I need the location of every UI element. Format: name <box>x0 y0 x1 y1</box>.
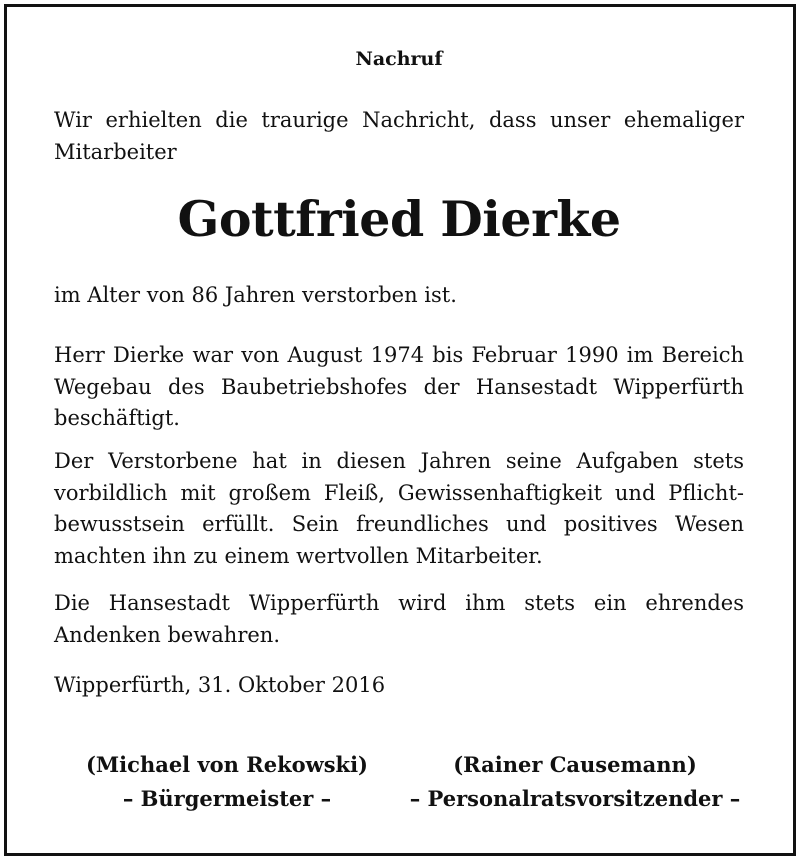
intro-paragraph: Wir erhielten die traurige Nachricht, dass unser ehemaliger Mitarbeiter <box>54 108 744 164</box>
memory-paragraph: Die Hansestadt Wipperfürth wird ihm stets ein ehrendes Andenken bewahren. <box>54 591 744 647</box>
signature-works-council <box>400 748 750 816</box>
deceased-name: Gottfried Dierke <box>177 190 621 248</box>
signature-title: – Bürgermeister – <box>122 786 332 811</box>
signature-name: (Rainer Causemann) <box>453 752 697 777</box>
notice-heading: Nachruf <box>355 48 443 70</box>
signature-title: – Personalratsvorsitzender – <box>409 786 741 811</box>
age-paragraph: im Alter von 86 Jahren verstorben ist. <box>54 283 457 307</box>
praise-paragraph: Der Verstorbene hat in diesen Jahren seine Aufgaben stets vorbildlich mit großem Fleiß, Gewissenhaftigkeit und Pflichtbewusstsein erfüllt. Sein freundliches und positives Wesen machten ihn zu einem wertvollen Mitarbeiter. <box>54 449 744 568</box>
dateline: Wipperfürth, 31. Oktober 2016 <box>54 673 386 697</box>
signature-name: (Michael von Rekowski) <box>86 752 368 777</box>
employment-paragraph: Herr Dierke war von August 1974 bis Februar 1990 im Bereich Wegebau des Baubetriebshofes der Hansestadt Wipperfürth beschäftigt. <box>54 343 744 430</box>
signature-mayor <box>72 748 382 816</box>
